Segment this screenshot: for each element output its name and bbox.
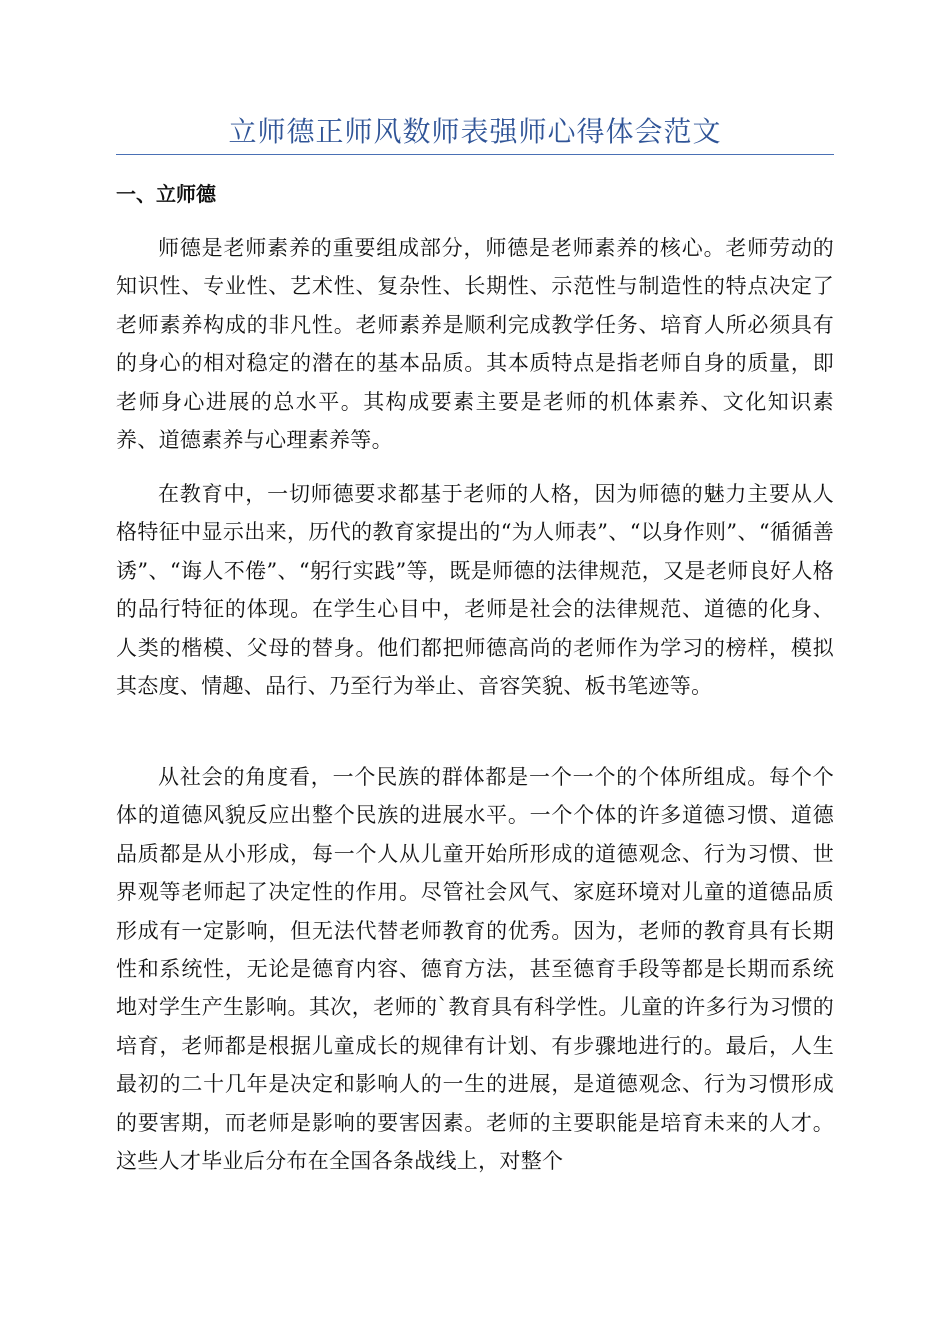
body-paragraph-1-block: [116, 229, 834, 459]
body-paragraph: 在教育中，一切师德要求都基于老师的人格，因为师德的魅力主要从人格特征中显示出来，历代的教育家提出的“为人师表”、“以身作则”、“循循善诱”、“诲人不倦”、“躬行实践”等，既是师德的法律规范，又是老师良好人格的品行特征的体现。在学生心目中，老师是社会的法律规范、道德的化身、人类的楷模、父母的替身。他们都把师德高尚的老师作为学习的榜样，模拟其态度、情趣、品行、乃至行为举止、音容笑貌、板书笔迹等。: [116, 482, 834, 699]
body-paragraph-3-block: [116, 758, 834, 1180]
body-paragraph: 师德是老师素养的重要组成部分，师德是老师素养的核心。老师劳动的知识性、专业性、艺术性、复杂性、长期性、示范性与制造性的特点决定了老师素养构成的非凡性。老师素养是顺利完成教学任务、培育人所必须具有的身心的相对稳定的潜在的基本品质。其本质特点是指老师自身的质量，即老师身心进展的总水平。其构成要素主要是老师的机体素养、文化知识素养、道德素养与心理素养等。: [116, 236, 834, 453]
section-heading: 一、立师德: [116, 182, 216, 206]
title-underline: [116, 154, 834, 155]
body-paragraph: 从社会的角度看，一个民族的群体都是一个一个的个体所组成。每个个体的道德风貌反应出整个民族的进展水平。一个个体的许多道德习惯、道德品质都是从小形成，每一个人从儿童开始所形成的道德观念、行为习惯、世界观等老师起了决定性的作用。尽管社会风气、家庭环境对儿童的道德品质形成有一定影响，但无法代替老师教育的优秀。因为，老师的教育具有长期性和系统性，无论是德育内容、德育方法，甚至德育手段等都是长期而系统地对学生产生影响。其次，老师的`教育具有科学性。儿童的许多行为习惯的培育，老师都是根据儿童成长的规律有计划、有步骤地进行的。最后，人生最初的二十几年是决定和影响人的一生的进展，是道德观念、行为习惯形成的要害期，而老师是影响的要害因素。老师的主要职能是培育未来的人才。这些人才毕业后分布在全国各条战线上，对整个: [116, 765, 834, 1174]
document-title: 立师德正师风数师表强师心得体会范文: [228, 115, 722, 148]
body-paragraph-2-block: [116, 475, 834, 705]
